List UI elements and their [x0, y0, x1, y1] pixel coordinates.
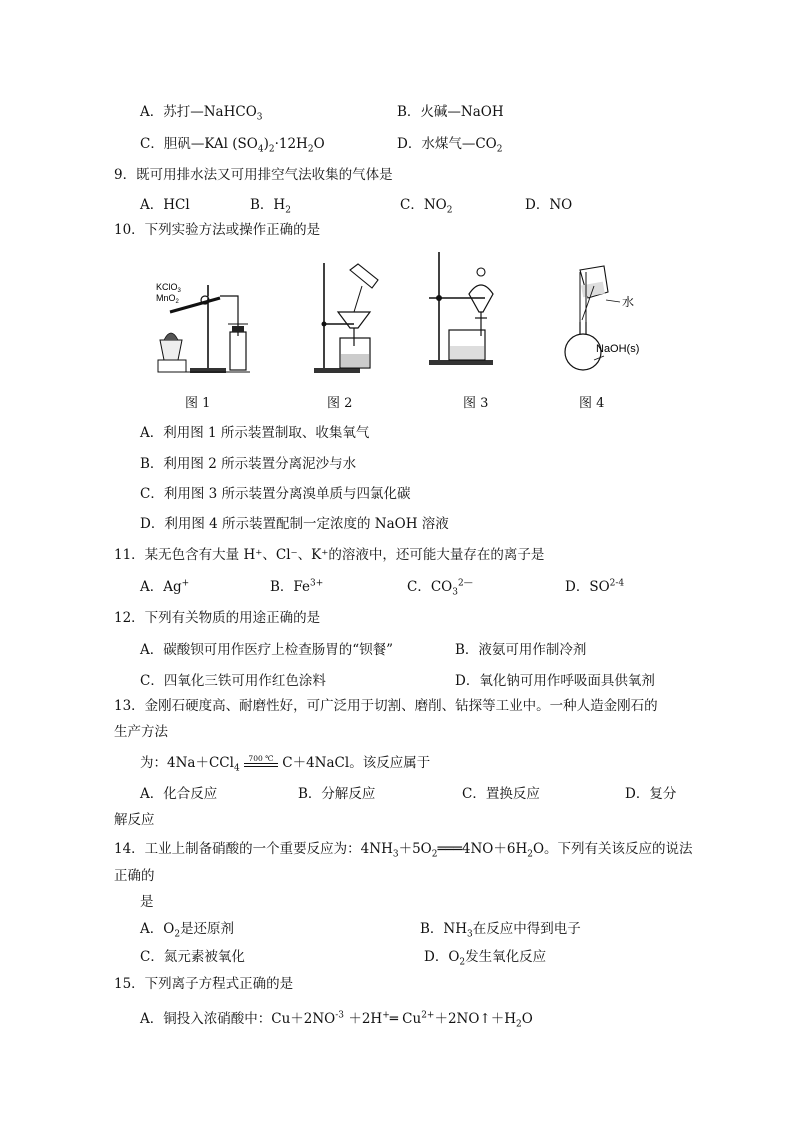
- q10-option-a: A．利用图 1 所示装置制取、收集氧气: [140, 425, 370, 441]
- q12-option-a: A．碳酸钡可用作医疗上检查肠胃的“钡餐”: [140, 642, 394, 658]
- q12-stem: 12．下列有关物质的用途正确的是: [114, 610, 321, 626]
- q9-stem: 9．既可用排水法又可用排空气法收集的气体是: [114, 167, 393, 183]
- q8-option-c: C．胆矾—KAl $(SO_4)_2\cdot 12H_2O$: [140, 136, 325, 155]
- q14-stem-line2: 正确的: [114, 868, 155, 884]
- q11-option-b: B．$Fe^{3+}$: [270, 578, 324, 595]
- q11-stem: 11．某无色含有大量 H⁺、Cl⁻、K⁺的溶液中，还可能大量存在的离子是: [114, 547, 545, 563]
- q15-option-a: A．铜投入浓硝酸中：$Cu+2NO^{-3}$ ＋2H+═ $Cu^{2+}+2NO↑+H_2O$: [140, 1010, 533, 1030]
- q13-option-d: D．复分: [625, 786, 677, 802]
- q13-option-d-wrap: 解反应: [114, 812, 155, 828]
- q8-option-b: B．火碱—NaOH: [397, 104, 504, 120]
- q9-option-b: B．$H_2$: [250, 197, 291, 216]
- q15-stem: 15．下列离子方程式正确的是: [114, 976, 294, 992]
- q11-option-d: D．SO$^{2-4}$: [565, 578, 625, 595]
- q14-option-c: C．氮元素被氧化: [140, 949, 245, 965]
- figure-4-apparatus: [560, 262, 680, 377]
- q13-option-b: B．分解反应: [298, 786, 376, 802]
- q14-option-b: B．$NH_3$在反应中得到电子: [420, 921, 581, 940]
- figure-1-apparatus: [150, 260, 260, 380]
- reaction-arrow-icon: 700 ℃: [244, 761, 278, 767]
- q9-option-c: C．$NO_2$: [400, 197, 453, 216]
- q13-stem-line2: 生产方法: [114, 724, 168, 740]
- q14-stem-line1: 14．工业上制备硝酸的一个重要反应为：$4NH_3+5O_2═══4NO+6H_2O$。下列有关该反应的说法: [114, 841, 693, 860]
- q11-option-c: C．$CO_3^{2—}$: [407, 578, 473, 598]
- q10-stem: 10．下列实验方法或操作正确的是: [114, 222, 321, 238]
- q10-option-b: B．利用图 2 所示装置分离泥沙与水: [140, 456, 357, 472]
- figure-3-apparatus: [425, 250, 505, 375]
- q14-option-a: A．$O_2$是还原剂: [140, 921, 235, 940]
- q9-option-d: D．NO: [525, 197, 573, 213]
- q8-option-a: A．苏打—NaHCO$_3$: [140, 104, 263, 123]
- figure-3-label: 图 3: [463, 396, 489, 411]
- q13-option-a: A．化合反应: [140, 786, 218, 802]
- q12-option-c: C．四氧化三铁可用作红色涂料: [140, 673, 326, 689]
- q11-option-a: A．Ag+: [140, 578, 190, 595]
- q12-option-d: D．氧化钠可用作呼吸面具供氧剂: [455, 673, 655, 689]
- q14-option-d: D．$O_2$发生氧化反应: [424, 949, 547, 968]
- q13-stem-line1: 13．金刚石硬度高、耐磨性好，可广泛用于切割、磨削、钻探等工业中。一种人造金刚石的: [114, 698, 658, 714]
- fig4-solid-label: NaOH(s): [596, 343, 640, 355]
- q10-option-c: C．利用图 3 所示装置分离溴单质与四氯化碳: [140, 486, 411, 502]
- fig1-reagent2: MnO$_2$: [156, 293, 179, 305]
- fig1-reagent1: KClO$_3$: [156, 282, 181, 294]
- q13-option-c: C．置换反应: [462, 786, 540, 802]
- q8-option-d: D．水煤气$—CO_2$: [397, 136, 503, 155]
- q10-option-d: D．利用图 4 所示装置配制一定浓度的 NaOH 溶液: [140, 516, 449, 532]
- q9-option-a: A．HCl: [140, 197, 190, 213]
- q14-stem-line3: 是: [140, 894, 154, 910]
- q13-equation: 为：4Na＋CCl$_4$ 700 ℃ C＋4NaCl。该反应属于: [140, 753, 431, 774]
- figure-1-label: 图 1: [185, 396, 211, 411]
- q12-option-b: B．液氨可用作制冷剂: [455, 642, 587, 658]
- fig4-water-label: 水: [622, 295, 635, 309]
- figure-2-label: 图 2: [327, 396, 353, 411]
- figure-2-apparatus: [310, 258, 390, 378]
- figure-4-label: 图 4: [579, 396, 605, 411]
